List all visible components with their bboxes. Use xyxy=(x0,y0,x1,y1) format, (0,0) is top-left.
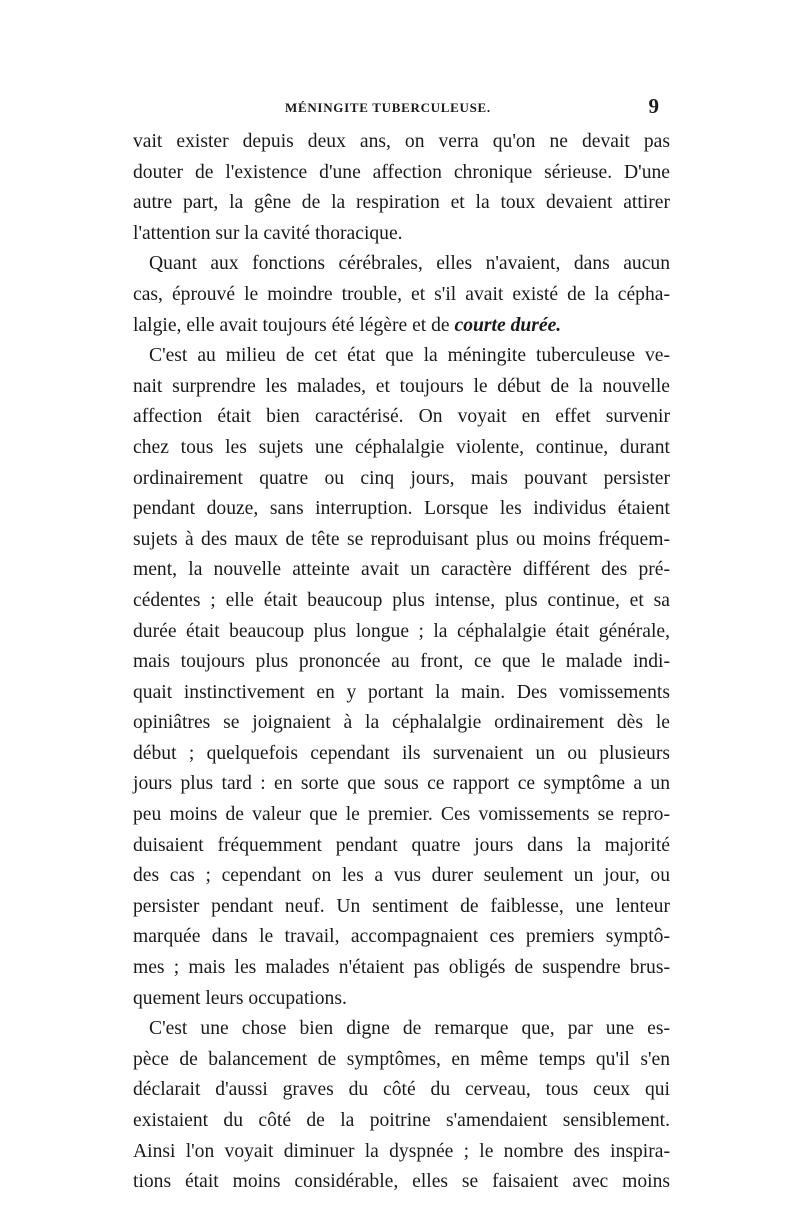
text-fragment: lalgie, elle avait toujours été légère et de xyxy=(133,314,450,336)
text-line: affection était bien caractérisé. On voyait en effet survenir xyxy=(133,406,670,428)
text-line: chez tous les sujets une céphalalgie violente, continue, durant xyxy=(133,436,670,458)
text-line: C'est au milieu de cet état que la méningite tuberculeuse ve- xyxy=(149,345,670,367)
text-line: des cas ; cependant on les a vus durer seulement un jour, ou xyxy=(133,865,670,887)
text-line: peu moins de valeur que le premier. Ces vomissements se repro- xyxy=(133,804,670,826)
text-line: existaient du côté de la poitrine s'amendaient sensiblement. xyxy=(133,1110,670,1131)
body-text xyxy=(133,127,670,1198)
text-line: opiniâtres se joignaient à la céphalalgie ordinairement dès le xyxy=(133,712,670,734)
text-line: déclarait d'aussi graves du côté du cerveau, tous ceux qui xyxy=(133,1079,670,1101)
text-line: douter de l'existence d'une affection chronique sérieuse. D'une xyxy=(133,161,670,183)
text-line-with-emphasis xyxy=(133,311,670,342)
text-line: vait exister depuis deux ans, on verra qu'on ne devait pas xyxy=(133,131,670,152)
text-line: jours plus tard : en sorte que sous ce rapport ce symptôme a un xyxy=(133,773,670,795)
text-line: C'est une chose bien digne de remarque que, par une es- xyxy=(149,1018,670,1040)
text-line: pendant douze, sans interruption. Lorsque les individus étaient xyxy=(133,498,670,520)
text-line: cas, éprouvé le moindre trouble, et s'il avait existé de la cépha- xyxy=(133,283,670,305)
text-line: cédentes ; elle était beaucoup plus intense, plus continue, et sa xyxy=(133,589,670,611)
text-line: l'attention sur la cavité thoracique. xyxy=(133,222,403,244)
running-head xyxy=(133,96,673,120)
text-line: persister pendant neuf. Un sentiment de faiblesse, une lenteur xyxy=(133,895,670,917)
text-line: Ainsi l'on voyait diminuer la dyspnée ; le nombre des inspira- xyxy=(133,1140,670,1162)
text-line: début ; quelquefois cependant ils survenaient un ou plusieurs xyxy=(133,742,670,764)
text-line: ment, la nouvelle atteinte avait un caractère différent des pré- xyxy=(133,559,670,581)
text-line: quement leurs occupations. xyxy=(133,987,347,1009)
text-line: marquée dans le travail, accompagnaient ces premiers symptô- xyxy=(133,926,670,948)
italic-emphasis: courte durée. xyxy=(454,314,562,336)
text-line: nait surprendre les malades, et toujours le début de la nouvelle xyxy=(133,375,670,397)
text-line: duisaient fréquemment pendant quatre jours dans la majorité xyxy=(133,834,670,856)
text-line: sujets à des maux de tête se reproduisant plus ou moins fréquem- xyxy=(133,528,670,550)
page-number: 9 xyxy=(648,94,659,118)
text-line: mais toujours plus prononcée au front, ce que le malade indi- xyxy=(133,651,670,673)
text-line: ordinairement quatre ou cinq jours, mais pouvant persister xyxy=(133,467,670,489)
text-line: quait instinctivement en y portant la main. Des vomissements xyxy=(133,681,670,703)
text-line: pèce de balancement de symptômes, en même temps qu'il s'en xyxy=(133,1048,670,1070)
text-line: mes ; mais les malades n'étaient pas obligés de suspendre brus- xyxy=(133,957,670,979)
text-line: Quant aux fonctions cérébrales, elles n'avaient, dans aucun xyxy=(149,253,670,275)
text-line: tions était moins considérable, elles se faisaient avec moins xyxy=(133,1171,670,1193)
text-line: durée était beaucoup plus longue ; la céphalalgie était générale, xyxy=(133,620,670,642)
running-title: MÉNINGITE TUBERCULEUSE. xyxy=(285,100,491,115)
text-line: autre part, la gêne de la respiration et la toux devaient attirer xyxy=(133,192,670,214)
